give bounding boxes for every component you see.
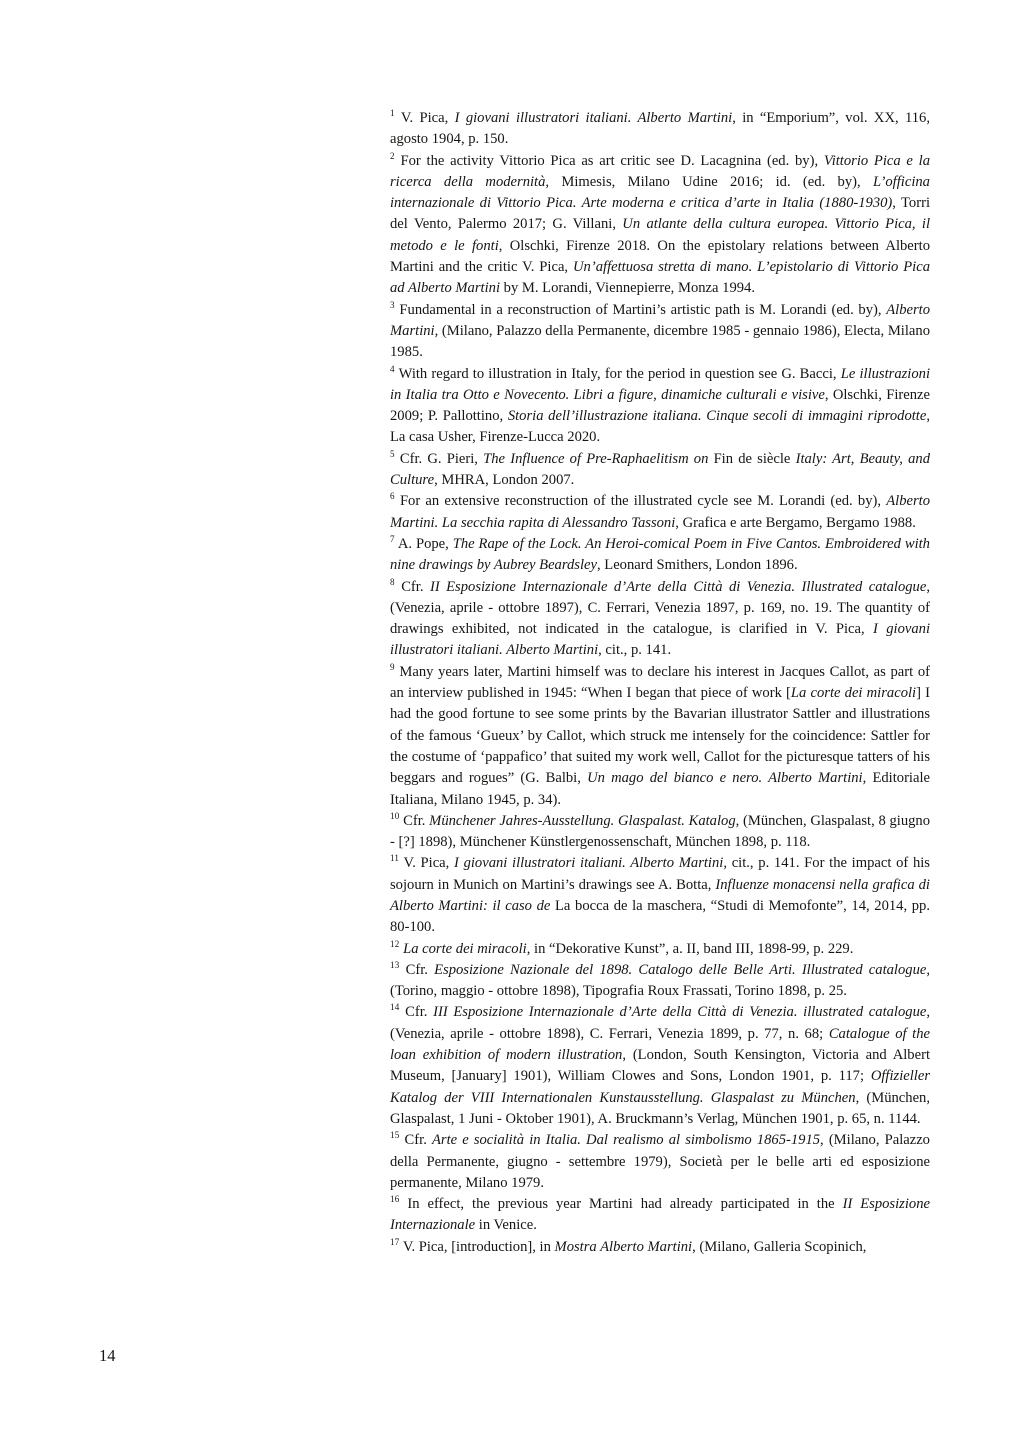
footnote-marker: 10 (390, 810, 400, 821)
footnote-italic-run: Influenze monacensi nella grafica di Alberto Martini: il caso de (390, 876, 930, 914)
footnote (390, 1002, 930, 1130)
footnote (390, 577, 930, 662)
footnote-marker: 9 (390, 661, 395, 672)
footnote-marker: 6 (390, 491, 395, 502)
footnote (390, 491, 930, 534)
footnote-italic-run: Catalogue of the loan exhibition of modern illustration (390, 1025, 930, 1064)
footnote-text-run: , (München, Glaspalast, 1 Juni - Oktober 1901), A. Bruckmann’s Verlag, München 1901, p. 65, n. 1144. (390, 1089, 930, 1127)
footnote-marker: 11 (390, 853, 400, 864)
footnote-text-run: , (Milano, Palazzo della Permanente, giugno - settembre 1979), Società per le belle arti ed esposizione permanente, Milano 1979. (390, 1132, 930, 1191)
footnote-text-run: ] I had the good fortune to see some prints by the Bavarian illustrator Sattler and illustrations of the famous ‘Gueux’ by Callot, which struck me intensely for the coincidence: Sattler for the costume of ‘pappafico’ that suited my work well, Callot for the picturesque tatters of his beggars and rogues” (G. Balbi, (390, 685, 930, 787)
footnote (390, 1130, 930, 1194)
footnote-italic-run: Un mago del bianco e nero. Alberto Martini (587, 770, 863, 787)
footnote-text-run: Cfr. (403, 812, 430, 829)
footnote-italic-run: La corte dei miracoli (403, 940, 527, 957)
footnote-text-run: , (München, Glaspalast, 8 giugno - [?] 1898), Münchener Künstlergenossenschaft, München 1898, p. 118. (390, 812, 931, 851)
footnote (390, 1237, 930, 1258)
footnote-text-run: Cfr. G. Pieri, (399, 450, 484, 467)
footnote (390, 300, 930, 364)
footnote-text-run: , (London, South Kensington, Victoria and Albert Museum, [January] 1901), William Clowes and Sons, London 1901, p. 117; (390, 1047, 930, 1085)
footnote-text-run: , Mimesis, Milano Udine 2016; id. (ed. by), (545, 173, 873, 190)
footnote-marker: 15 (390, 1130, 400, 1141)
footnote-text-run: V. Pica, (400, 110, 455, 126)
footnote-text-run: , in “Emporium”, vol. XX, 116, agosto 1904, p. 150. (390, 110, 930, 148)
footnote-text-run: Fundamental in a reconstruction of Martini’s artistic path is M. Lorandi (ed. by), (399, 301, 887, 318)
footnote-marker: 8 (390, 576, 395, 587)
footnote-text-run: V. Pica, [introduction], in (402, 1238, 555, 1255)
footnote-text-run: , (Venezia, aprile - ottobre 1898), C. Ferrari, Venezia 1899, p. 77, n. 68; (390, 1004, 931, 1042)
footnote-text-run: , Grafica e arte Bergamo, Bergamo 1988. (675, 514, 916, 531)
footnote-italic-run: II Esposizione Internazionale d’Arte della Città di Venezia. Illustrated catalogue (429, 578, 927, 595)
page-number: 14 (99, 1346, 116, 1365)
footnote-text-run: , Editoriale Italiana, Milano 1945, p. 34). (390, 770, 930, 808)
footnote-text-run: , MHRA, London 2007. (434, 472, 575, 489)
footnote-italic-run: I giovani illustratori italiani. Alberto Martini (390, 621, 930, 659)
footnote-text-run: A. Pope, (397, 535, 453, 552)
footnote-text-run: , (Venezia, aprile - ottobre 1897), C. Ferrari, Venezia 1897, p. 169, no. 19. The quantity of drawings exhibited, not indicated in the catalogue, is clarified in V. Pica, (390, 578, 930, 638)
footnotes (390, 108, 930, 1258)
footnote-text-run: , cit., p. 141. (598, 642, 672, 659)
footnote (390, 939, 930, 960)
footnote-marker: 3 (390, 299, 395, 310)
footnote-marker: 14 (390, 1002, 400, 1013)
footnote-italic-run: Münchener Jahres-Ausstellung. Glaspalast. Katalog (429, 812, 736, 829)
footnote-text-run: For an extensive reconstruction of the illustrated cycle see M. Lorandi (ed. by), (399, 493, 887, 510)
footnote-text-run: , Leonard Smithers, London 1896. (596, 557, 798, 574)
footnote-text-run: (Milano, Palazzo della Permanente, dicembre 1985 - gennaio 1986), Electa, Milano 1985. (390, 322, 930, 361)
footnote-italic-run: Arte e socialità in Italia. Dal realismo al simbolismo 1865-1915 (431, 1132, 821, 1149)
footnote-marker: 12 (390, 938, 400, 949)
footnote-text-run: Fin de siècle (708, 450, 796, 467)
footnote-italic-run: Un’affettuosa stretta di mano. L’epistolario di Vittorio Pica ad Alberto Martini (390, 259, 931, 297)
footnote-italic-run: Offizieller Katalog der VIII Internationalen Kunstausstellung. Glaspalast zu München (390, 1068, 930, 1106)
footnote-text-run: In effect, the previous year Martini had already participated in the (407, 1196, 843, 1213)
footnote-text-run: Cfr. (404, 1132, 432, 1149)
footnote-italic-run: III Esposizione Internazionale d’Arte della Città di Venezia. illustrated catalogue (433, 1004, 927, 1021)
footnote-italic-run: Storia dell’illustrazione italiana. Cinque secoli di immagini riprodotte (507, 408, 927, 425)
footnote (390, 449, 930, 492)
footnote (390, 364, 930, 449)
footnote-text-run: , cit., p. 141. For the impact of his sojourn in Munich on Martini’s drawings see A. Botta, (390, 855, 930, 893)
footnote-text-run: Many years later, Martini himself was to declare his interest in Jacques Callot, as part of an interview published in 1945: “When I began that piece of work [ (390, 663, 930, 702)
footnote-marker: 1 (390, 108, 395, 119)
footnote-italic-run: Italy: Art, Beauty, and Culture (390, 450, 930, 489)
footnote-italic-run: Alberto Martini, (390, 301, 930, 339)
footnote-text-run: With regard to illustration in Italy, for the period in question see G. Bacci, (398, 365, 841, 382)
footnote-marker: 5 (390, 448, 395, 459)
footnote-text-run: , Torri del Vento, Palermo 2017; G. Villani, (390, 195, 930, 233)
footnote-italic-run: Alberto Martini. La secchia rapita di Alessandro Tassoni (390, 493, 930, 531)
footnote (390, 960, 930, 1003)
footnote (390, 1194, 930, 1237)
footnote-italic-run: La corte dei miracoli (790, 685, 917, 702)
footnote (390, 534, 930, 577)
footnote-text-run: , (Torino, maggio - ottobre 1898), Tipografia Roux Frassati, Torino 1898, p. 25. (390, 961, 931, 1000)
footnote (390, 811, 930, 854)
footnote-marker: 7 (390, 534, 395, 545)
footnote-marker: 13 (390, 960, 400, 971)
footnote-text-run: V. Pica, (403, 855, 455, 872)
footnote-text-run: Cfr. (405, 1004, 434, 1021)
footnote-marker: 16 (390, 1194, 400, 1205)
footnote (390, 662, 930, 811)
footnote-italic-run: I giovani illustratori italiani. Alberto Martini (454, 110, 733, 126)
footnote-text-run: Cfr. (405, 961, 435, 978)
footnote-italic-run: Esposizione Nazionale del 1898. Catalogo delle Belle Arti. Illustrated catalogue (434, 961, 927, 978)
footnote-text-run: in Venice. (475, 1217, 537, 1234)
footnote-text-run: La bocca de la maschera, “Studi di Memofonte”, 14, 2014, pp. 80-100. (390, 897, 930, 936)
footnote-italic-run: Le illustrazioni in Italia tra Otto e Novecento. Libri a figure, dinamiche culturali e visive (390, 365, 931, 403)
footnote (390, 151, 930, 300)
footnote-text-run: by M. Lorandi, Viennepierre, Monza 1994. (500, 280, 755, 297)
footnote-text-run: , Olschki, Firenze 2009; P. Pallottino, (390, 386, 930, 425)
footnote-marker: 17 (390, 1236, 400, 1247)
footnote-italic-run: Un atlante della cultura europea. Vittorio Pica, il metodo e le fonti (390, 216, 930, 254)
footnote-text-run: For the activity Vittorio Pica as art critic see D. Lacagnina (ed. by), (400, 152, 824, 169)
footnote-text-run: , La casa Usher, Firenze-Lucca 2020. (390, 408, 930, 446)
footnote-italic-run: L’officina internazionale di Vittorio Pica. Arte moderna e critica d’arte in Italia (1880-1930) (390, 173, 930, 212)
footnote-italic-run: II Esposizione Internazionale (390, 1196, 930, 1234)
footnote-text-run: , Olschki, Firenze 2018. On the epistolary relations between Alberto Martini and the critic V. Pica, (390, 237, 930, 276)
footnote-marker: 2 (390, 150, 395, 161)
footnote-text-run: Cfr. (401, 578, 430, 595)
footnote (390, 853, 930, 938)
footnote-italic-run: Mostra Alberto Martini (554, 1238, 693, 1255)
footnote-marker: 4 (390, 363, 395, 374)
footnote-italic-run: The Rape of the Lock. An Heroi-comical Poem in Five Cantos. Embroidered with nine drawings by Aubrey Beardsley (390, 535, 930, 574)
footnote-italic-run: I giovani illustratori italiani. Alberto Martini (454, 855, 724, 872)
footnote-text-run: , in “Dekorative Kunst”, a. II, band III, 1898-99, p. 229. (526, 940, 854, 957)
footnote-italic-run: The Influence of Pre-Raphaelitism on (483, 450, 709, 467)
footnote-text-run: , (Milano, Galleria Scopinich, (692, 1238, 867, 1255)
footnote-italic-run: Vittorio Pica e la ricerca della modernità (390, 152, 931, 190)
footnote (390, 108, 930, 151)
